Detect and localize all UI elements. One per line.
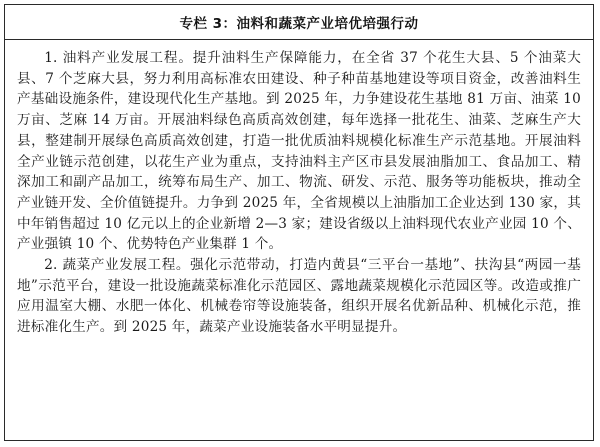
panel-content [5, 40, 593, 344]
panel-title: 专栏 3：油料和蔬菜产业培优培强行动 [5, 5, 593, 40]
paragraph-vegetables: 2. 蔬菜产业发展工程。强化示范带动，打造内黄县“三平台一基地”、扶沟县“两园一基地”示范平台，建设一批设施蔬菜标准化示范园区、露地蔬菜规模化示范园区等。改造或推广应用温室大棚、水肥一体化、机械卷帘等设施装备，组织开展名优新品种、机械化示范，推进标准化生产。到 2025 年，蔬菜产业设施装备水平明显提升。 [17, 257, 581, 336]
paragraph-oil-crops: 1. 油料产业发展工程。提升油料生产保障能力，在全省 37 个花生大县、5 个油菜大县、7 个芝麻大县，努力利用高标准农田建设、种子种苗基地建设等项目资金，改善油料生产基础设施条件，建设现代化生产基地。到 2025 年，力争建设花生基地 81 万亩、油菜 10 万亩、芝麻 14 万亩。开展油料绿色高质高效创建，每年选择一批花生、油菜、芝麻生产大县，整建制开展绿色高质高效创建，打造一批优质油料规模化标准生产示范基地。开展油料全产业链示范创建，以花生产业为重点，支持油料主产区市县发展油脂加工、食品加工、精深加工和副产品加工，统筹布局生产、加工、物流、研发、示范、服务等功能板块，推动全产业链开发、全价值链提升。力争到 2025 年，全省规模以上油脂加工企业达到 130 家，其中年销售超过 10 亿元以上的企业新增 2—3 家；建设省级以上油料现代农业产业园 10 个、产业强镇 10 个、优势特色产业集群 1 个。 [17, 50, 581, 253]
feature-panel [4, 4, 594, 441]
